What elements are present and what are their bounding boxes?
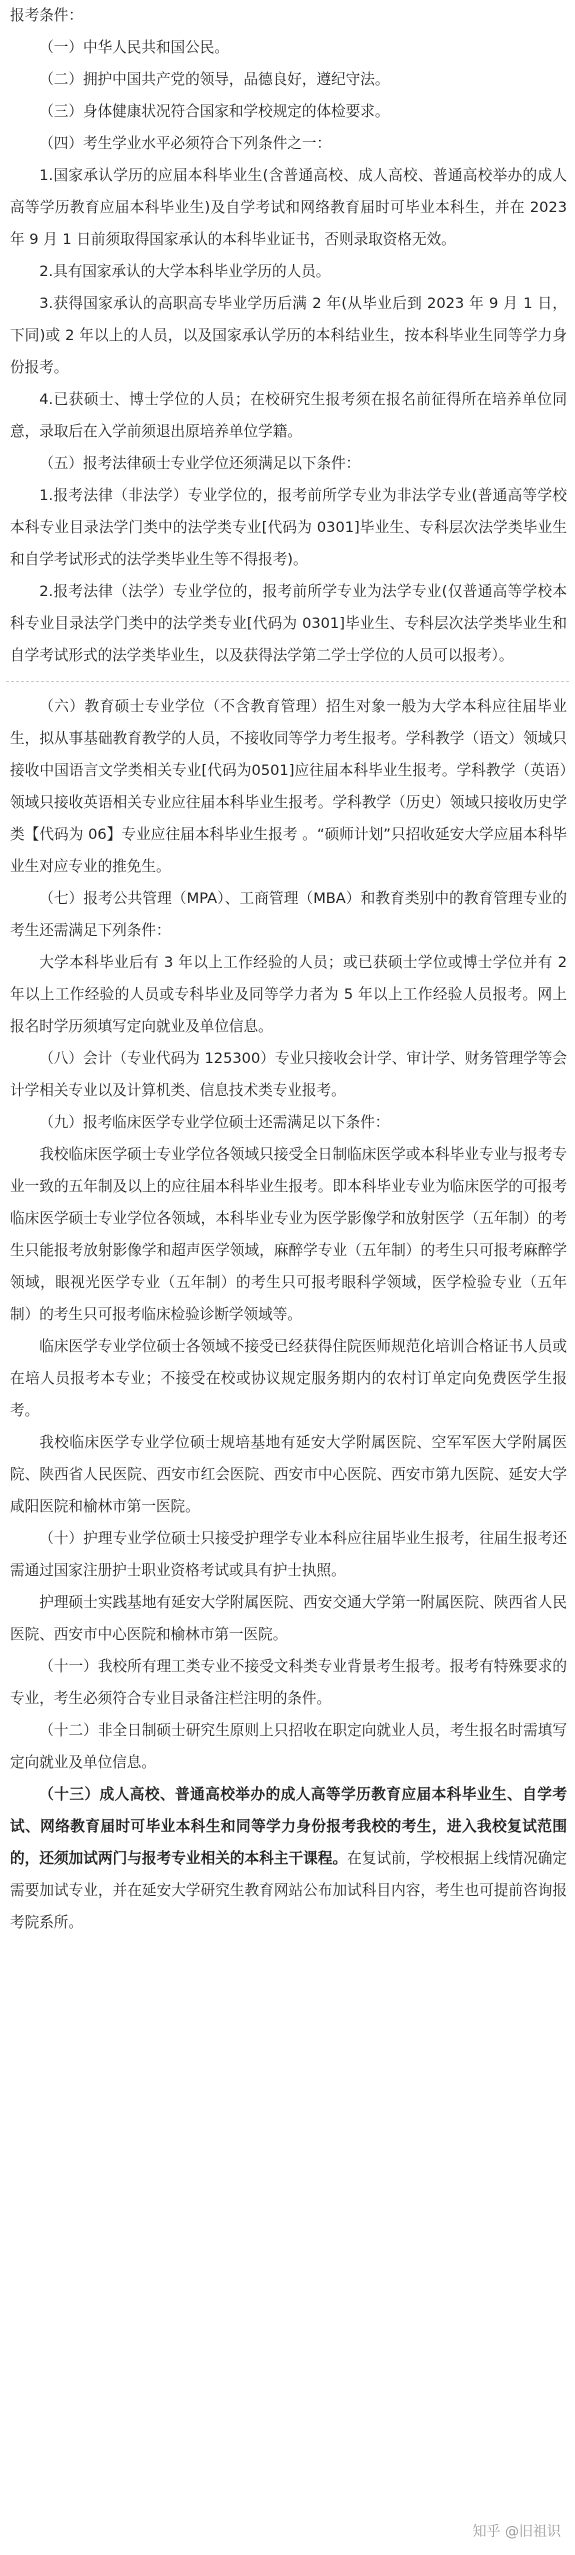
condition-1: （一）中华人民共和国公民。	[39, 39, 229, 56]
condition-9-detail-3: 我校临床医学专业学位硕士规培基地有延安大学附属医院、空军军医大学附属医院、陕西省人民医院、西安市红会医院、西安市中心医院、西安市第九医院、延安大学咸阳医院和榆林市第一医院。	[10, 1434, 567, 1515]
condition-13-tail: 在复试前，学校根据上线情况确定需要加试专业，并在延安大学研究生教育网站公布加试科目内容，考生也可提前咨询报考院系所。	[10, 1850, 567, 1931]
condition-13-bold: （十三）成人高校、普通高校举办的成人高等学历教育应届本科毕业生、自学考试、网络教育届时可毕业本科生和同等学力身份报考我校的考生，进入我校复试范围的，还须加试两门与报考专业相关的本科主干课程。	[10, 1786, 567, 1867]
condition-2: （二）拥护中国共产党的领导，品德良好，遵纪守法。	[39, 71, 390, 88]
condition-4-item-2: 2.具有国家承认的大学本科毕业学历的人员。	[39, 263, 331, 280]
condition-5-item-1: 1.报考法律（非法学）专业学位的，报考前所学专业为非法学专业(普通高等学校本科专业目录法学门类中的法学类专业[代码为 0301]毕业生、专科层次法学类毕业生和自学考试形式的法学类毕业生等不得报考)。	[10, 487, 567, 568]
condition-12: （十二）非全日制硕士研究生原则上只招收在职定向就业人员，考生报名时需填写定向就业及单位信息。	[10, 1722, 567, 1771]
condition-9: （九）报考临床医学专业学位硕士还需满足以下条件：	[39, 1114, 390, 1131]
section-heading: 报考条件：	[10, 7, 83, 24]
condition-4-item-3: 3.获得国家承认的高职高专毕业学历后满 2 年(从毕业后到 2023 年 9 月 1 日，下同)或 2 年以上的人员，以及国家承认学历的本科结业生，按本科毕业生同等学力身份报考。	[10, 295, 567, 376]
condition-10: （十）护理专业学位硕士只接受护理学专业本科应往届毕业生报考，往届生报考还需通过国家注册护士职业资格考试或具有护士执照。	[10, 1530, 567, 1579]
zhihu-watermark: 知乎 @旧祖识	[472, 2524, 561, 2540]
condition-5: （五）报考法律硕士专业学位还须满足以下条件：	[39, 455, 361, 472]
condition-9-detail-1: 我校临床医学硕士专业学位各领域只接受全日制临床医学或本科毕业专业与报考专业一致的五年制及以上的应往届本科毕业生报考。即本科毕业专业为临床医学的可报考临床医学硕士专业学位各领域，本科毕业专业为医学影像学和放射医学（五年制）的考生只能报考放射影像学和超声医学领域，麻醉学专业（五年制）的考生只可报考麻醉学领域，眼视光医学专业（五年制）的考生只可报考眼科学领域，医学检验专业（五年制）的考生只可报考临床检验诊断学领域等。	[10, 1146, 567, 1323]
condition-7: （七）报考公共管理（MPA）、工商管理（MBA）和教育类别中的教育管理专业的考生还需满足下列条件：	[10, 890, 567, 939]
condition-11: （十一）我校所有理工类专业不接受文科类专业背景考生报考。报考有特殊要求的专业，考生必须符合专业目录备注栏注明的条件。	[10, 1658, 567, 1707]
condition-4: （四）考生学业水平必须符合下列条件之一：	[39, 135, 332, 152]
page-divider	[6, 681, 569, 682]
condition-7-detail: 大学本科毕业后有 3 年以上工作经验的人员；或已获硕士学位或博士学位并有 2 年以上工作经验的人员或专科毕业及同等学力者为 5 年以上工作经验人员报考。网上报名时学历须填写定向就业及单位信息。	[10, 954, 567, 1035]
condition-10-detail: 护理硕士实践基地有延安大学附属医院、西安交通大学第一附属医院、陕西省人民医院、西安市中心医院和榆林市第一医院。	[10, 1594, 567, 1643]
condition-6: （六）教育硕士专业学位（不含教育管理）招生对象一般为大学本科应往届毕业生，拟从事基础教育教学的人员，不接收同等学力考生报考。学科教学（语文）领域只接收中国语言文学类相关专业[代码为0501]应往届本科毕业生报考。学科教学（英语）领域只接收英语相关专业应往届本科毕业生报考。学科教学（历史）领域只接收历史学类【代码为 06】专业应往届本科毕业生报考 。“硕师计划”只招收延安大学应届本科毕业生对应专业的推免生。	[10, 698, 567, 875]
condition-8: （八）会计（专业代码为 125300）专业只接收会计学、审计学、财务管理学等会计学相关专业以及计算机类、信息技术类专业报考。	[10, 1050, 567, 1099]
condition-13	[0, 1779, 575, 1939]
condition-4-item-4: 4.已获硕士、博士学位的人员；在校研究生报考须在报名前征得所在培养单位同意，录取后在入学前须退出原培养单位学籍。	[10, 391, 567, 440]
condition-3: （三）身体健康状况符合国家和学校规定的体检要求。	[39, 103, 390, 120]
condition-4-item-1: 1.国家承认学历的应届本科毕业生(含普通高校、成人高校、普通高校举办的成人高等学历教育应届本科毕业生)及自学考试和网络教育届时可毕业本科生，并在 2023 年 9 月 1 日前须取得国家承认的本科毕业证书，否则录取资格无效。	[10, 167, 567, 248]
condition-9-detail-2: 临床医学专业学位硕士各领域不接受已经获得住院医师规范化培训合格证书人员或在培人员报考本专业；不接受在校或协议规定服务期内的农村订单定向免费医学生报考。	[10, 1338, 567, 1419]
condition-5-item-2: 2.报考法律（法学）专业学位的，报考前所学专业为法学专业(仅普通高等学校本科专业目录法学门类中的法学类专业[代码为 0301]毕业生、专科层次法学类毕业生和自学考试形式的法学类毕业生，以及获得法学第二学士学位的人员可以报考）。	[10, 583, 567, 664]
